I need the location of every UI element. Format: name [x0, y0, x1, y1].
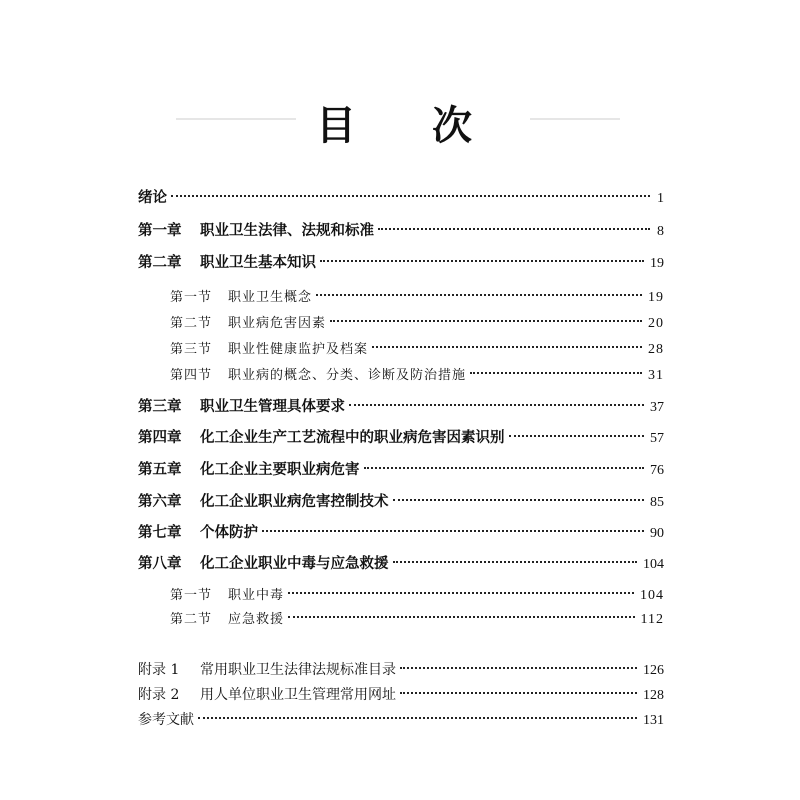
toc-entry-chapter-1[interactable]	[138, 219, 664, 243]
toc-section-title: 职业性健康监护及档案	[228, 342, 369, 357]
toc-section-title: 职业病危害因素	[228, 316, 327, 331]
toc-page-number: 19	[648, 290, 664, 305]
toc-entry-references[interactable]	[138, 708, 664, 732]
toc-page-number: 19	[650, 256, 664, 271]
toc-section-label: 第二节	[170, 612, 213, 627]
dot-leader	[400, 667, 637, 669]
toc-section-label: 第一节	[170, 588, 213, 603]
toc-entry-ch2-section-3[interactable]	[170, 338, 664, 362]
toc-chapter-label: 第一章	[138, 223, 182, 239]
toc-entry-chapter-7[interactable]	[138, 521, 664, 545]
dot-leader	[198, 717, 637, 719]
toc-chapter-title: 化工企业职业中毒与应急救援	[200, 556, 389, 572]
toc-entry-chapter-5[interactable]	[138, 458, 664, 482]
toc-chapter-label: 第五章	[138, 462, 182, 478]
toc-chapter-label: 第六章	[138, 494, 182, 510]
title-decor-line-left	[176, 118, 296, 120]
toc-chapter-label: 第八章	[138, 556, 182, 572]
dot-leader	[288, 616, 635, 618]
toc-chapter-label: 第四章	[138, 430, 182, 446]
page-title	[0, 96, 800, 156]
toc-page-number: 128	[643, 688, 664, 703]
toc-page-number: 76	[650, 463, 664, 478]
dot-leader	[330, 320, 642, 322]
dot-leader	[393, 499, 645, 501]
dot-leader	[470, 372, 642, 374]
toc-chapter-title: 职业卫生基本知识	[200, 255, 316, 271]
toc-page-number: 31	[648, 368, 664, 383]
toc-page-number: 104	[640, 588, 664, 603]
toc-chapter-title: 职业卫生法律、法规和标准	[200, 223, 374, 239]
dot-leader	[372, 346, 642, 348]
dot-leader	[320, 260, 644, 262]
toc-section-title: 职业病的概念、分类、诊断及防治措施	[228, 368, 467, 383]
toc-entry-chapter-4[interactable]	[138, 426, 664, 450]
toc-appendix-label: 附录 1	[138, 662, 180, 678]
toc-page-number: 85	[650, 495, 664, 510]
toc-entry-appendix-2[interactable]	[138, 683, 664, 707]
toc-entry-ch2-section-4[interactable]	[170, 364, 664, 388]
toc-section-label: 第二节	[170, 316, 213, 331]
toc-entry-appendix-1[interactable]	[138, 658, 664, 682]
toc-entry-label: 绪论	[138, 190, 167, 206]
toc-page-number: 131	[643, 713, 664, 728]
toc-section-label: 第四节	[170, 368, 213, 383]
toc-entry-ch8-section-2[interactable]	[170, 608, 664, 632]
toc-chapter-label: 第三章	[138, 399, 182, 415]
toc-page-number: 28	[648, 342, 664, 357]
toc-page-number: 112	[640, 612, 664, 627]
dot-leader	[378, 228, 650, 230]
dot-leader	[393, 561, 638, 563]
toc-chapter-title: 化工企业生产工艺流程中的职业病危害因素识别	[200, 430, 505, 446]
toc-section-title: 应急救援	[228, 612, 285, 627]
toc-entry-chapter-2[interactable]	[138, 251, 664, 275]
toc-entry-ch2-section-1[interactable]	[170, 286, 664, 310]
toc-page-number: 104	[643, 557, 664, 572]
title-char-1: 目	[316, 102, 356, 149]
dot-leader	[349, 404, 644, 406]
dot-leader	[171, 195, 650, 197]
toc-section-title: 职业中毒	[228, 588, 285, 603]
toc-chapter-label: 第七章	[138, 525, 182, 541]
toc-entry-chapter-6[interactable]	[138, 490, 664, 514]
toc-page-number: 8	[657, 224, 664, 239]
toc-section-label: 第三节	[170, 342, 213, 357]
toc-chapter-title: 职业卫生管理具体要求	[200, 399, 345, 415]
toc-chapter-title: 化工企业职业病危害控制技术	[200, 494, 389, 510]
toc-appendix-label: 附录 2	[138, 687, 180, 703]
toc-entry-chapter-8[interactable]	[138, 552, 664, 576]
toc-page-number: 126	[643, 663, 664, 678]
toc-section-label: 第一节	[170, 290, 213, 305]
toc-chapter-title: 个体防护	[200, 525, 258, 541]
dot-leader	[509, 435, 645, 437]
toc-appendix-title: 用人单位职业卫生管理常用网址	[200, 687, 396, 703]
toc-references-label: 参考文献	[138, 712, 194, 728]
toc-entry-chapter-3[interactable]	[138, 395, 664, 419]
toc-entry-ch8-section-1[interactable]	[170, 584, 664, 608]
toc-appendix-title: 常用职业卫生法律法规标准目录	[200, 662, 396, 678]
dot-leader	[288, 592, 634, 594]
toc-page-number: 1	[657, 191, 664, 206]
toc-chapter-title: 化工企业主要职业病危害	[200, 462, 360, 478]
dot-leader	[400, 692, 637, 694]
toc-chapter-label: 第二章	[138, 255, 182, 271]
toc-page-number: 57	[650, 431, 664, 446]
dot-leader	[316, 294, 642, 296]
toc-entry-ch2-section-2[interactable]	[170, 312, 664, 336]
toc-page-number: 90	[650, 526, 664, 541]
toc-entry-intro[interactable]	[138, 186, 664, 210]
title-char-2: 次	[432, 102, 472, 149]
toc-page-number: 20	[648, 316, 664, 331]
toc-page-number: 37	[650, 400, 664, 415]
title-decor-line-right	[530, 118, 620, 120]
dot-leader	[364, 467, 645, 469]
dot-leader	[262, 530, 644, 532]
toc-section-title: 职业卫生概念	[228, 290, 313, 305]
